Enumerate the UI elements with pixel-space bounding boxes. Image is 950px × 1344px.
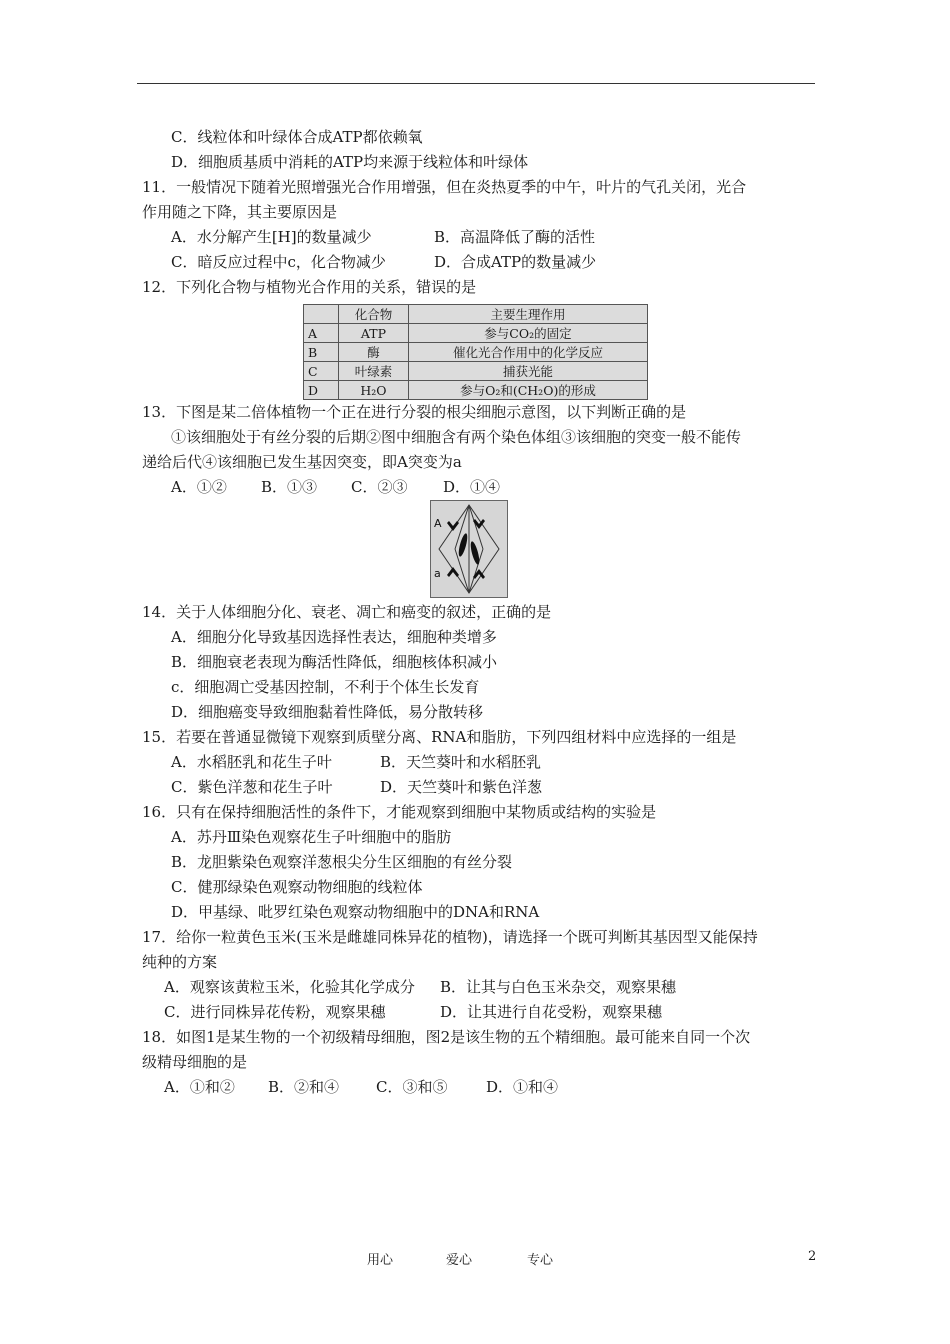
q15-options-cd <box>142 775 818 800</box>
q13-stem: 13．下图是某二倍体植物一个正在进行分裂的根尖细胞示意图，以下判断正确的是 <box>142 403 687 421</box>
q17-option-d: D．让其进行自花受粉，观察果穗 <box>440 1003 663 1021</box>
q17-options-ab <box>142 975 818 1000</box>
q12-stem: 12．下列化合物与植物光合作用的关系，错误的是 <box>142 278 477 296</box>
q10-option-c: C．线粒体和叶绿体合成ATP都依赖氧 <box>171 128 423 146</box>
q13-statements-cont: 递给后代④该细胞已发生基因突变，即A突变为a <box>142 453 462 471</box>
q15-option-c: C．紫色洋葱和花生子叶 <box>171 778 333 796</box>
footer-motto-1: 用心 <box>367 1253 394 1268</box>
q14-option-c: c．细胞凋亡受基因控制，不利于个体生长发育 <box>171 678 480 696</box>
q11-stem-cont: 作用随之下降，其主要原因是 <box>142 203 338 221</box>
q17-stem: 17．给你一粒黄色玉米(玉米是雌雄同株异花的植物)，请选择一个既可判断其基因型又能保持 <box>142 928 758 946</box>
q13-figure-area <box>142 500 818 600</box>
q18-option-d: D．①和④ <box>486 1078 559 1096</box>
q18-option-a: A．①和② <box>164 1078 235 1096</box>
q17-option-a: A．观察该黄粒玉米，化验其化学成分 <box>164 978 415 996</box>
q14-stem: 14．关于人体细胞分化、衰老、凋亡和癌变的叙述，正确的是 <box>142 603 552 621</box>
q14-option-d: D．细胞癌变导致细胞黏着性降低，易分散转移 <box>171 703 484 721</box>
q17-option-c: C．进行同株异花传粉，观察果穗 <box>164 1003 386 1021</box>
q13-option-d: D．①④ <box>443 478 501 496</box>
q16-option-c: C．健那绿染色观察动物细胞的线粒体 <box>171 878 423 896</box>
q18-options <box>142 1075 818 1100</box>
q12-table <box>303 304 648 400</box>
q15-option-b: B．天竺葵叶和水稻胚乳 <box>380 753 542 771</box>
q14-option-a: A．细胞分化导致基因选择性表达，细胞种类增多 <box>171 628 497 646</box>
q18-option-b: B．②和④ <box>268 1078 340 1096</box>
q14-option-b: B．细胞衰老表现为酶活性降低，细胞核体积减小 <box>171 653 498 671</box>
table-header <box>304 305 648 324</box>
q11-option-c: C．暗反应过程中c，化合物减少 <box>171 253 386 271</box>
q16-option-b: B．龙胆紫染色观察洋葱根尖分生区细胞的有丝分裂 <box>171 853 513 871</box>
table-header-compound: 化合物 <box>339 305 409 324</box>
q12-table-area <box>142 300 818 400</box>
q13-option-a: A．①② <box>171 478 227 496</box>
q11-stem: 11．一般情况下随着光照增强光合作用增强，但在炎热夏季的中午，叶片的气孔关闭，光合 <box>142 178 747 196</box>
anaphase-cell-illustration <box>431 501 507 597</box>
q16-option-d: D．甲基绿、吡罗红染色观察动物细胞中的DNA和RNA <box>171 903 540 921</box>
header-rule <box>137 83 815 84</box>
gene-label-a-upper: A <box>434 517 442 530</box>
q11-option-b: B．高温降低了酶的活性 <box>434 228 596 246</box>
q13-options <box>142 475 818 500</box>
gene-label-a-lower: a <box>434 567 441 580</box>
q17-options-cd <box>142 1000 818 1025</box>
q13-statements: ①该细胞处于有丝分裂的后期②图中细胞含有两个染色体组③该细胞的突变一般不能传 <box>171 428 742 446</box>
table-header-function: 主要生理作用 <box>408 305 647 324</box>
q11-options-ab <box>142 225 818 250</box>
q13-option-b: B．①③ <box>261 478 318 496</box>
q13-option-c: C．②③ <box>351 478 408 496</box>
q11-options-cd <box>142 250 818 275</box>
table-row: D H₂O 参与O₂和(CH₂O)的形成 <box>304 381 648 400</box>
q15-option-a: A．水稻胚乳和花生子叶 <box>171 753 332 771</box>
q15-option-d: D．天竺葵叶和紫色洋葱 <box>380 778 543 796</box>
cell-division-figure <box>430 500 508 598</box>
q16-option-a: A．苏丹Ⅲ染色观察花生子叶细胞中的脂肪 <box>171 828 452 846</box>
q11-option-a: A．水分解产生[H]的数量减少 <box>171 228 372 246</box>
table-row: A ATP 参与CO₂的固定 <box>304 324 648 343</box>
footer-motto-3: 专心 <box>527 1253 554 1268</box>
q16-stem: 16．只有在保持细胞活性的条件下，才能观察到细胞中某物质或结构的实验是 <box>142 803 657 821</box>
q18-stem: 18．如图1是某生物的一个初级精母细胞，图2是该生物的五个精细胞。最可能来自同一个次 <box>142 1028 751 1046</box>
q11-option-d: D．合成ATP的数量减少 <box>434 253 597 271</box>
q15-options-ab <box>142 750 818 775</box>
q10-option-d: D．细胞质基质中消耗的ATP均来源于线粒体和叶绿体 <box>171 153 529 171</box>
q17-option-b: B．让其与白色玉米杂交，观察果穗 <box>440 978 677 996</box>
q15-stem: 15．若要在普通显微镜下观察到质壁分离、RNA和脂肪，下列四组材料中应选择的一组是 <box>142 728 737 746</box>
q17-stem-cont: 纯种的方案 <box>142 953 218 971</box>
table-row: C 叶绿素 捕获光能 <box>304 362 648 381</box>
page-number: 2 <box>808 1249 817 1264</box>
q18-stem-cont: 级精母细胞的是 <box>142 1053 248 1071</box>
table-row: B 酶 催化光合作用中的化学反应 <box>304 343 648 362</box>
q18-option-c: C．③和⑤ <box>376 1078 448 1096</box>
exam-content <box>142 125 818 1100</box>
footer-motto-2: 爱心 <box>446 1253 473 1268</box>
